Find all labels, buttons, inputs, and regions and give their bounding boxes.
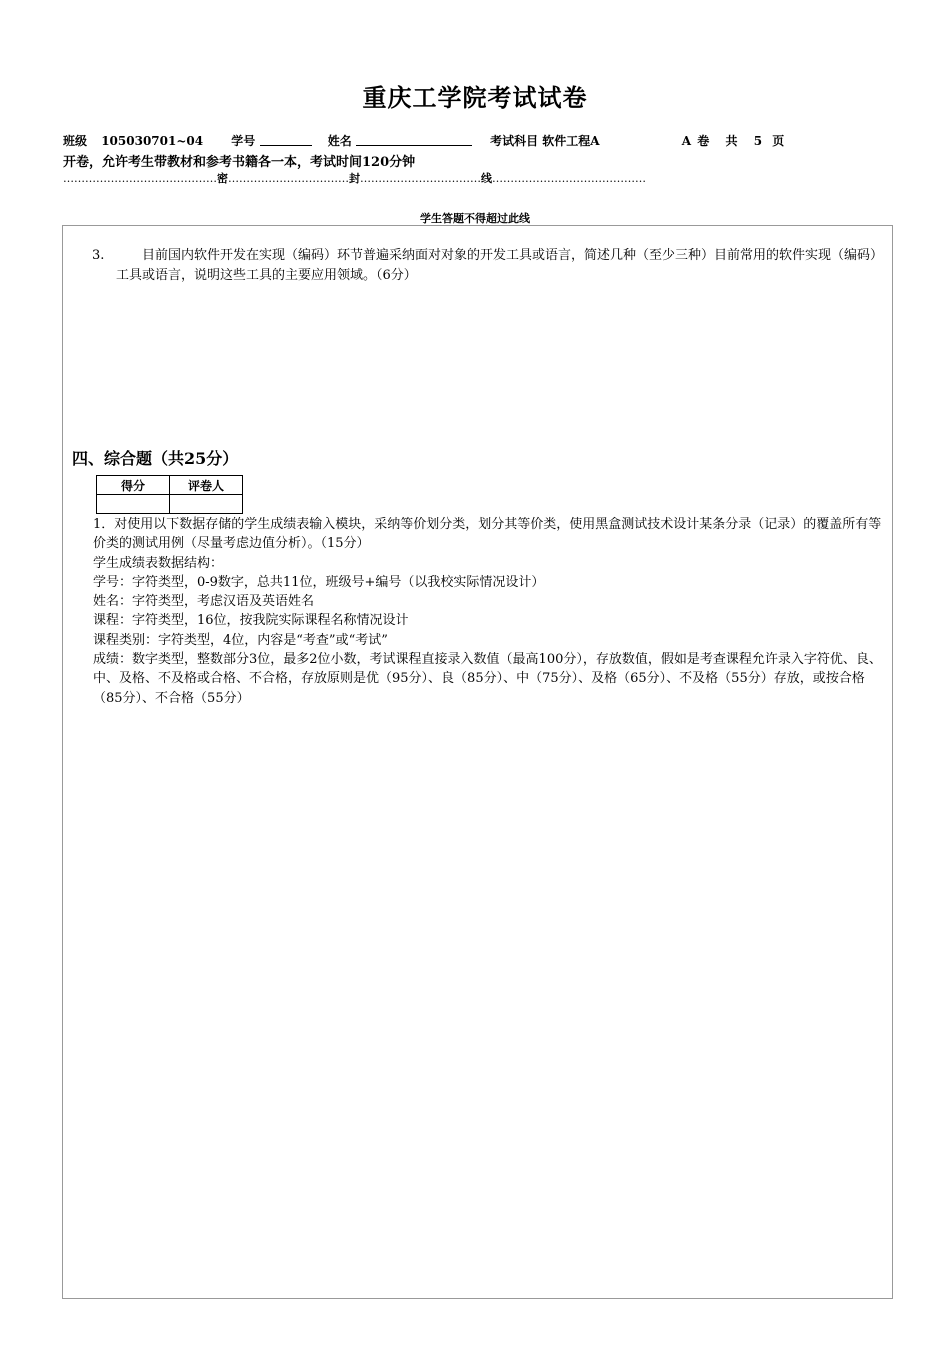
answer-frame [62, 225, 893, 1299]
no-cross-note: 学生答题不得超过此线 [420, 212, 530, 225]
section-4-heading: 四、综合题（共25分） [72, 449, 239, 468]
seal-mi: 密 [217, 172, 228, 185]
paper-value: A [681, 134, 692, 148]
question-3 [92, 246, 888, 286]
question-1 [93, 515, 893, 708]
seal-dots-3: …………………………… [360, 172, 481, 185]
data-structure-title: 学生成绩表数据结构： [93, 555, 224, 571]
name-label: 姓名 [327, 134, 352, 148]
name-blank[interactable] [356, 133, 472, 146]
score-cell[interactable] [97, 495, 170, 514]
paper-label: 卷 [697, 134, 710, 148]
seal-feng: 封 [349, 172, 360, 185]
field-student-id: 学号：字符类型，0-9数字，总共11位，班级号+编号（以我校实际情况设计） [93, 574, 545, 590]
exam-info-line [63, 132, 784, 149]
seal-dots-2: …………………………… [228, 172, 349, 185]
seal-dots-1: …………………………………… [63, 172, 217, 185]
grader-cell[interactable] [170, 495, 243, 514]
open-book-note: 开卷，允许考生带教材和参考书籍各一本，考试时间120分钟 [63, 155, 416, 170]
question-3-text: 目前国内软件开发在实现（编码）环节普遍采纳面对对象的开发工具或语言，简述几种（至少三种）目前常用的软件实现（编码）工具或语言，说明这些工具的主要应用领域。（6分） [116, 248, 884, 283]
exam-title: 重庆工学院考试试卷 [362, 83, 588, 112]
field-name: 姓名：字符类型，考虑汉语及英语姓名 [93, 594, 315, 610]
subject-label: 考试科目 [490, 134, 539, 148]
seal-dots-4: …………………………………… [492, 172, 646, 185]
seal-line [63, 170, 646, 186]
total-pages: 5 [753, 134, 763, 148]
field-grade: 成绩：数字类型，整数部分3位，最多2位小数，考试课程直接录入数值（最高100分），存放数值，假如是考查课程允许录入字符优、良、中、及格、不及格或合格、不合格，存放原则是优（95分）、良（85分）、中（75分）、及格（65分）、不及格（55分）存放，或按合格（85分）、不合格（55分） [93, 652, 882, 706]
student-id-blank[interactable] [260, 133, 312, 146]
question-1-prompt: 1．对使用以下数据存储的学生成绩表输入模块，采纳等价划分类，划分其等价类，使用黑盒测试技术设计某条分录（记录）的覆盖所有等价类的测试用例（尽量考虑边值分析）。（15分） [93, 517, 882, 552]
student-id-label: 学号 [231, 134, 256, 148]
total-label: 共 [725, 134, 738, 148]
class-value: 105030701~04 [101, 134, 204, 148]
grader-header: 评卷人 [170, 476, 243, 495]
pages-label: 页 [772, 134, 785, 148]
class-label: 班级 [63, 134, 88, 148]
field-course-type: 课程类别：字符类型，4位，内容是“考查”或“考试” [93, 632, 388, 648]
seal-xian: 线 [481, 172, 492, 185]
question-3-number: 3. [92, 248, 105, 263]
field-course: 课程：字符类型，16位，按我院实际课程名称情况设计 [93, 613, 409, 629]
score-header: 得分 [97, 476, 170, 495]
score-table [96, 475, 243, 514]
subject-value: 软件工程A [542, 134, 600, 148]
